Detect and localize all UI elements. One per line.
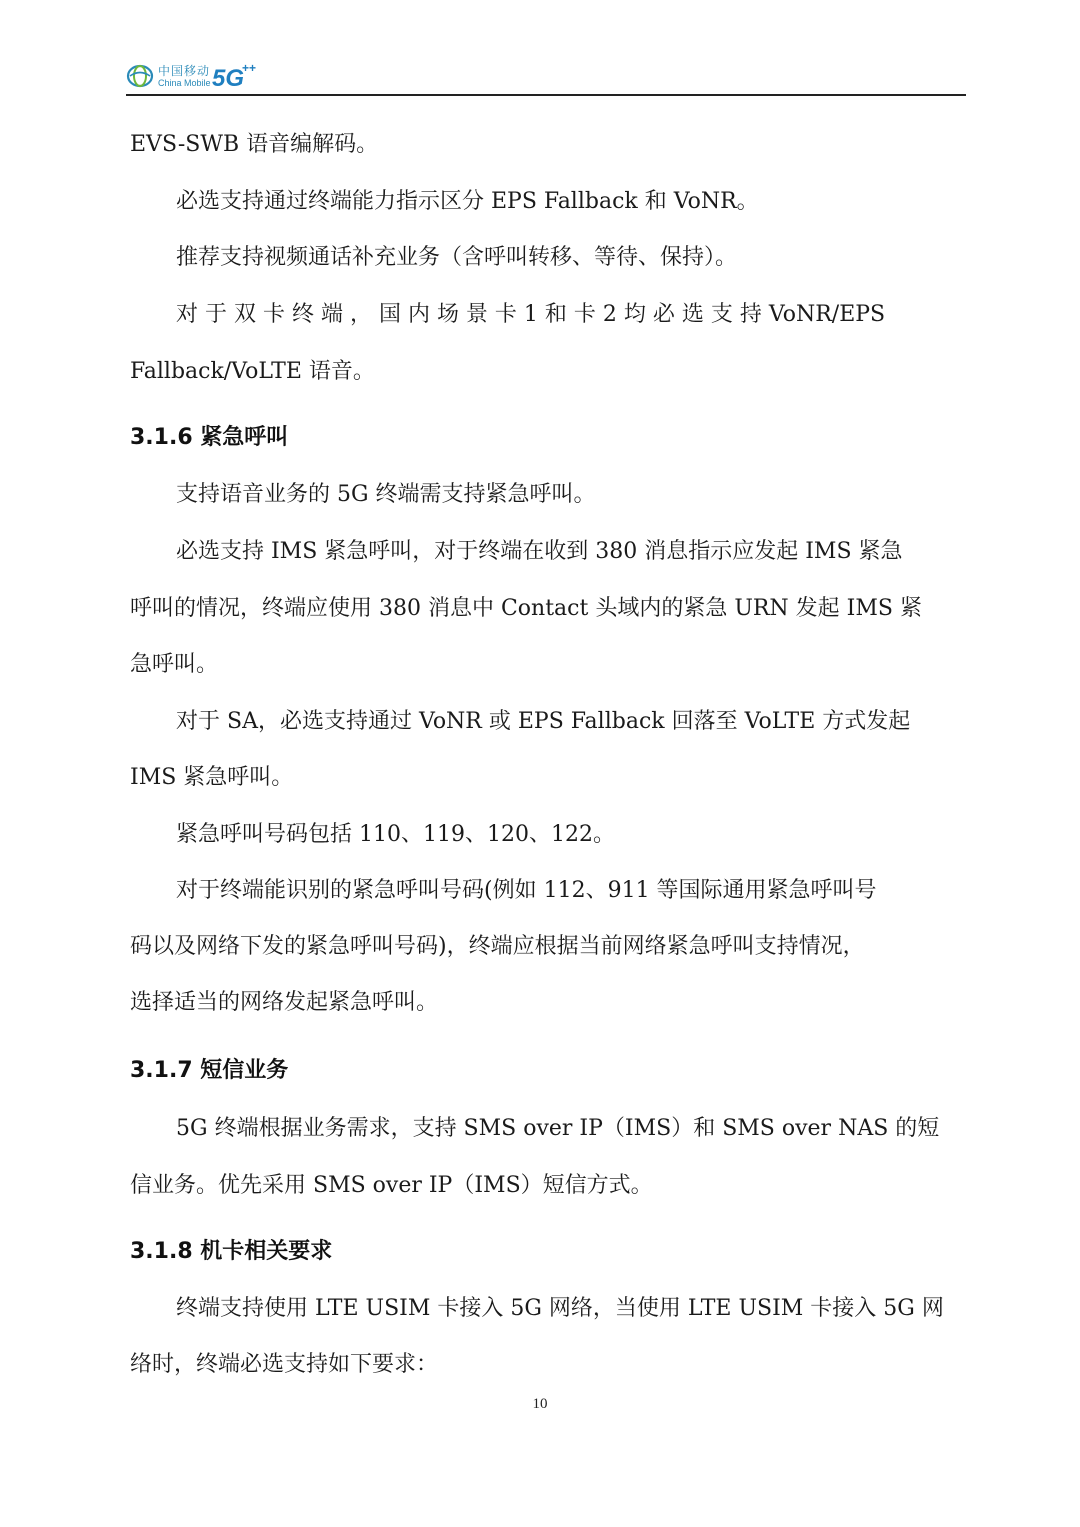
text-line: 码以及网络下发的紧急呼叫号码)，终端应根据当前网络紧急呼叫支持情况， — [130, 934, 865, 959]
section-heading-3-1-6: 3.1.6 紧急呼叫 — [130, 425, 289, 450]
text-line: 紧急呼叫号码包括 110、119、120、122。 — [176, 822, 615, 847]
section-heading-3-1-7: 3.1.7 短信业务 — [130, 1058, 289, 1083]
5g-logo-icon — [210, 60, 256, 92]
text-line: 对 于 双 卡 终 端 ， 国 内 场 景 卡 1 和 卡 2 均 必 选 支 持 VoNR/EPS — [176, 302, 886, 327]
text-line: 信业务。优先采用 SMS over IP（IMS）短信方式。 — [130, 1173, 653, 1198]
logo-english-text: China Mobile — [158, 78, 211, 88]
header-rule — [126, 94, 966, 96]
text-line: 急呼叫。 — [130, 652, 219, 677]
logo-chinese-text: 中国移动 — [158, 64, 211, 78]
page-number: 10 — [532, 1396, 548, 1412]
section-heading-3-1-8: 3.1.8 机卡相关要求 — [130, 1239, 333, 1264]
text-line: EVS-SWB 语音编解码。 — [130, 132, 379, 157]
text-line: IMS 紧急呼叫。 — [130, 765, 294, 790]
text-line: Fallback/VoLTE 语音。 — [130, 359, 375, 384]
svg-text:++: ++ — [242, 61, 256, 75]
text-line: 终端支持使用 LTE USIM 卡接入 5G 网络，当使用 LTE USIM 卡接入 5G 网 — [176, 1296, 944, 1321]
text-line: 对于 SA，必选支持通过 VoNR 或 EPS Fallback 回落至 VoLTE 方式发起 — [176, 709, 911, 734]
text-line: 络时，终端必选支持如下要求： — [130, 1352, 439, 1377]
page-header — [126, 58, 966, 96]
china-mobile-logo-icon — [126, 63, 154, 89]
text-line: 对于终端能识别的紧急呼叫号码(例如 112、911 等国际通用紧急呼叫号 — [176, 878, 877, 903]
logo-5g-text: 5G — [212, 65, 245, 92]
text-line: 5G 终端根据业务需求，支持 SMS over IP（IMS）和 SMS over NAS 的短 — [176, 1116, 940, 1141]
text-line: 支持语音业务的 5G 终端需支持紧急呼叫。 — [176, 482, 596, 507]
text-line: 呼叫的情况，终端应使用 380 消息中 Contact 头域内的紧急 URN 发起 IMS 紧 — [130, 596, 922, 621]
text-line: 选择适当的网络发起紧急呼叫。 — [130, 990, 439, 1015]
text-line: 推荐支持视频通话补充业务（含呼叫转移、等待、保持）。 — [176, 245, 738, 270]
text-line: 必选支持 IMS 紧急呼叫，对于终端在收到 380 消息指示应发起 IMS 紧急 — [176, 539, 903, 564]
text-line: 必选支持通过终端能力指示区分 EPS Fallback 和 VoNR。 — [176, 189, 759, 214]
